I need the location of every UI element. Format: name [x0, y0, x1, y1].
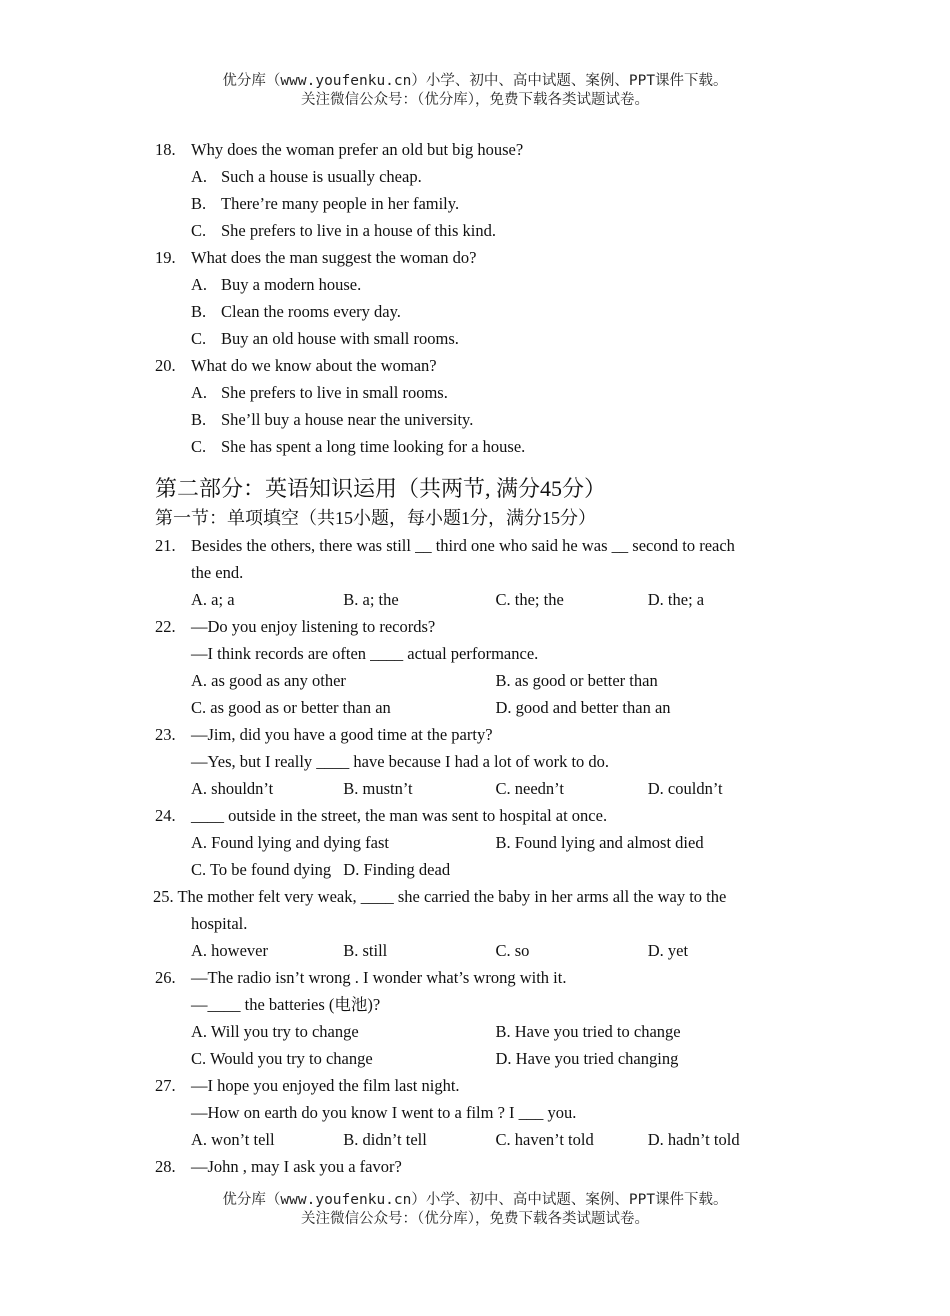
option-22a: A. as good as any other — [191, 671, 346, 690]
question-26-reply: —____ the batteries (电池)? — [191, 995, 381, 1014]
option-24d: D. Finding dead — [343, 860, 451, 879]
option-18b: B. There’re many people in her family. — [191, 194, 460, 213]
options-24-row2 — [155, 856, 800, 883]
footer-line-1: 优分库（www.youfenku.cn）小学、初中、高中试题、案例、PPT课件下载。 — [222, 1192, 728, 1208]
option-23c: C. needn’t — [495, 779, 564, 798]
question-25: 25. The mother felt very weak, ____ she carried the baby in her arms all the way to the — [153, 887, 727, 906]
option-19b: B. Clean the rooms every day. — [191, 302, 401, 321]
options-27 — [155, 1126, 800, 1153]
option-27b: B. didn’t tell — [343, 1130, 427, 1149]
header-line-1: 优分库（www.youfenku.cn）小学、初中、高中试题、案例、PPT课件下载。 — [222, 73, 728, 89]
option-21a: A. a; a — [191, 590, 235, 609]
option-26a: A. Will you try to change — [191, 1022, 359, 1041]
question-21: 21. Besides the others, there was still __ third one who said he was __ second to reach — [155, 536, 735, 555]
option-23d: D. couldn’t — [647, 779, 723, 798]
option-18c: C. She prefers to live in a house of this kind. — [191, 221, 496, 240]
options-22-row1 — [155, 667, 800, 694]
question-24: 24. ____ outside in the street, the man was sent to hospital at once. — [155, 806, 608, 825]
option-24c: C. To be found dying — [191, 860, 332, 879]
option-26c: C. Would you try to change — [191, 1049, 373, 1068]
option-22d: D. good and better than an — [495, 698, 671, 717]
question-27: 27. —I hope you enjoyed the film last night. — [155, 1076, 460, 1095]
question-28: 28. —John , may I ask you a favor? — [155, 1157, 402, 1176]
option-19a: A. Buy a modern house. — [191, 275, 362, 294]
option-25a: A. however — [191, 941, 268, 960]
option-20c: C. She has spent a long time looking for a house. — [191, 437, 526, 456]
page-footer — [0, 1191, 950, 1229]
option-21b: B. a; the — [343, 590, 399, 609]
option-20b: B. She’ll buy a house near the university. — [191, 410, 474, 429]
options-21 — [155, 586, 800, 613]
question-18: 18. Why does the woman prefer an old but big house? — [155, 140, 524, 159]
option-19c: C. Buy an old house with small rooms. — [191, 329, 459, 348]
section-2-title: 第二部分：英语知识运用（共两节, 满分45分） — [155, 476, 607, 501]
options-25 — [155, 937, 800, 964]
question-19: 19. What does the man suggest the woman do? — [155, 248, 477, 267]
option-27d: D. hadn’t told — [647, 1130, 740, 1149]
option-27c: C. haven’t told — [495, 1130, 594, 1149]
question-27-reply: —How on earth do you know I went to a film ? I ___ you. — [191, 1103, 577, 1122]
option-24a: A. Found lying and dying fast — [191, 833, 389, 852]
option-23a: A. shouldn’t — [191, 779, 274, 798]
option-24b: B. Found lying and almost died — [495, 833, 704, 852]
option-26b: B. Have you tried to change — [495, 1022, 681, 1041]
question-23: 23. —Jim, did you have a good time at the party? — [155, 725, 493, 744]
options-22-row2 — [155, 694, 800, 721]
options-26-row1 — [155, 1018, 800, 1045]
option-25d: D. yet — [647, 941, 689, 960]
question-25-cont: hospital. — [191, 914, 248, 933]
options-26-row2 — [155, 1045, 800, 1072]
question-20: 20. What do we know about the woman? — [155, 356, 437, 375]
option-26d: D. Have you tried changing — [495, 1049, 679, 1068]
page-header — [0, 72, 950, 110]
option-22b: B. as good or better than — [495, 671, 658, 690]
options-23 — [155, 775, 800, 802]
option-21d: D. the; a — [647, 590, 705, 609]
question-23-reply: —Yes, but I really ____ have because I had a lot of work to do. — [191, 752, 610, 771]
option-25b: B. still — [343, 941, 388, 960]
option-23b: B. mustn’t — [343, 779, 413, 798]
section-2-subtitle: 第一节：单项填空（共15小题，每小题1分，满分15分） — [155, 508, 596, 528]
option-18a: A. Such a house is usually cheap. — [191, 167, 422, 186]
options-24-row1 — [155, 829, 800, 856]
question-26: 26. —The radio isn’t wrong . I wonder what’s wrong with it. — [155, 968, 567, 987]
question-22: 22. —Do you enjoy listening to records? — [155, 617, 436, 636]
question-21-cont: the end. — [191, 563, 244, 582]
option-25c: C. so — [495, 941, 530, 960]
exam-content — [155, 136, 800, 1180]
option-22c: C. as good as or better than an — [191, 698, 391, 717]
option-20a: A. She prefers to live in small rooms. — [191, 383, 448, 402]
option-27a: A. won’t tell — [191, 1130, 275, 1149]
header-line-2: 关注微信公众号：（优分库），免费下载各类试题试卷。 — [301, 92, 649, 108]
question-22-reply: —I think records are often ____ actual performance. — [191, 644, 539, 663]
option-21c: C. the; the — [495, 590, 564, 609]
footer-line-2: 关注微信公众号：（优分库），免费下载各类试题试卷。 — [301, 1211, 649, 1227]
